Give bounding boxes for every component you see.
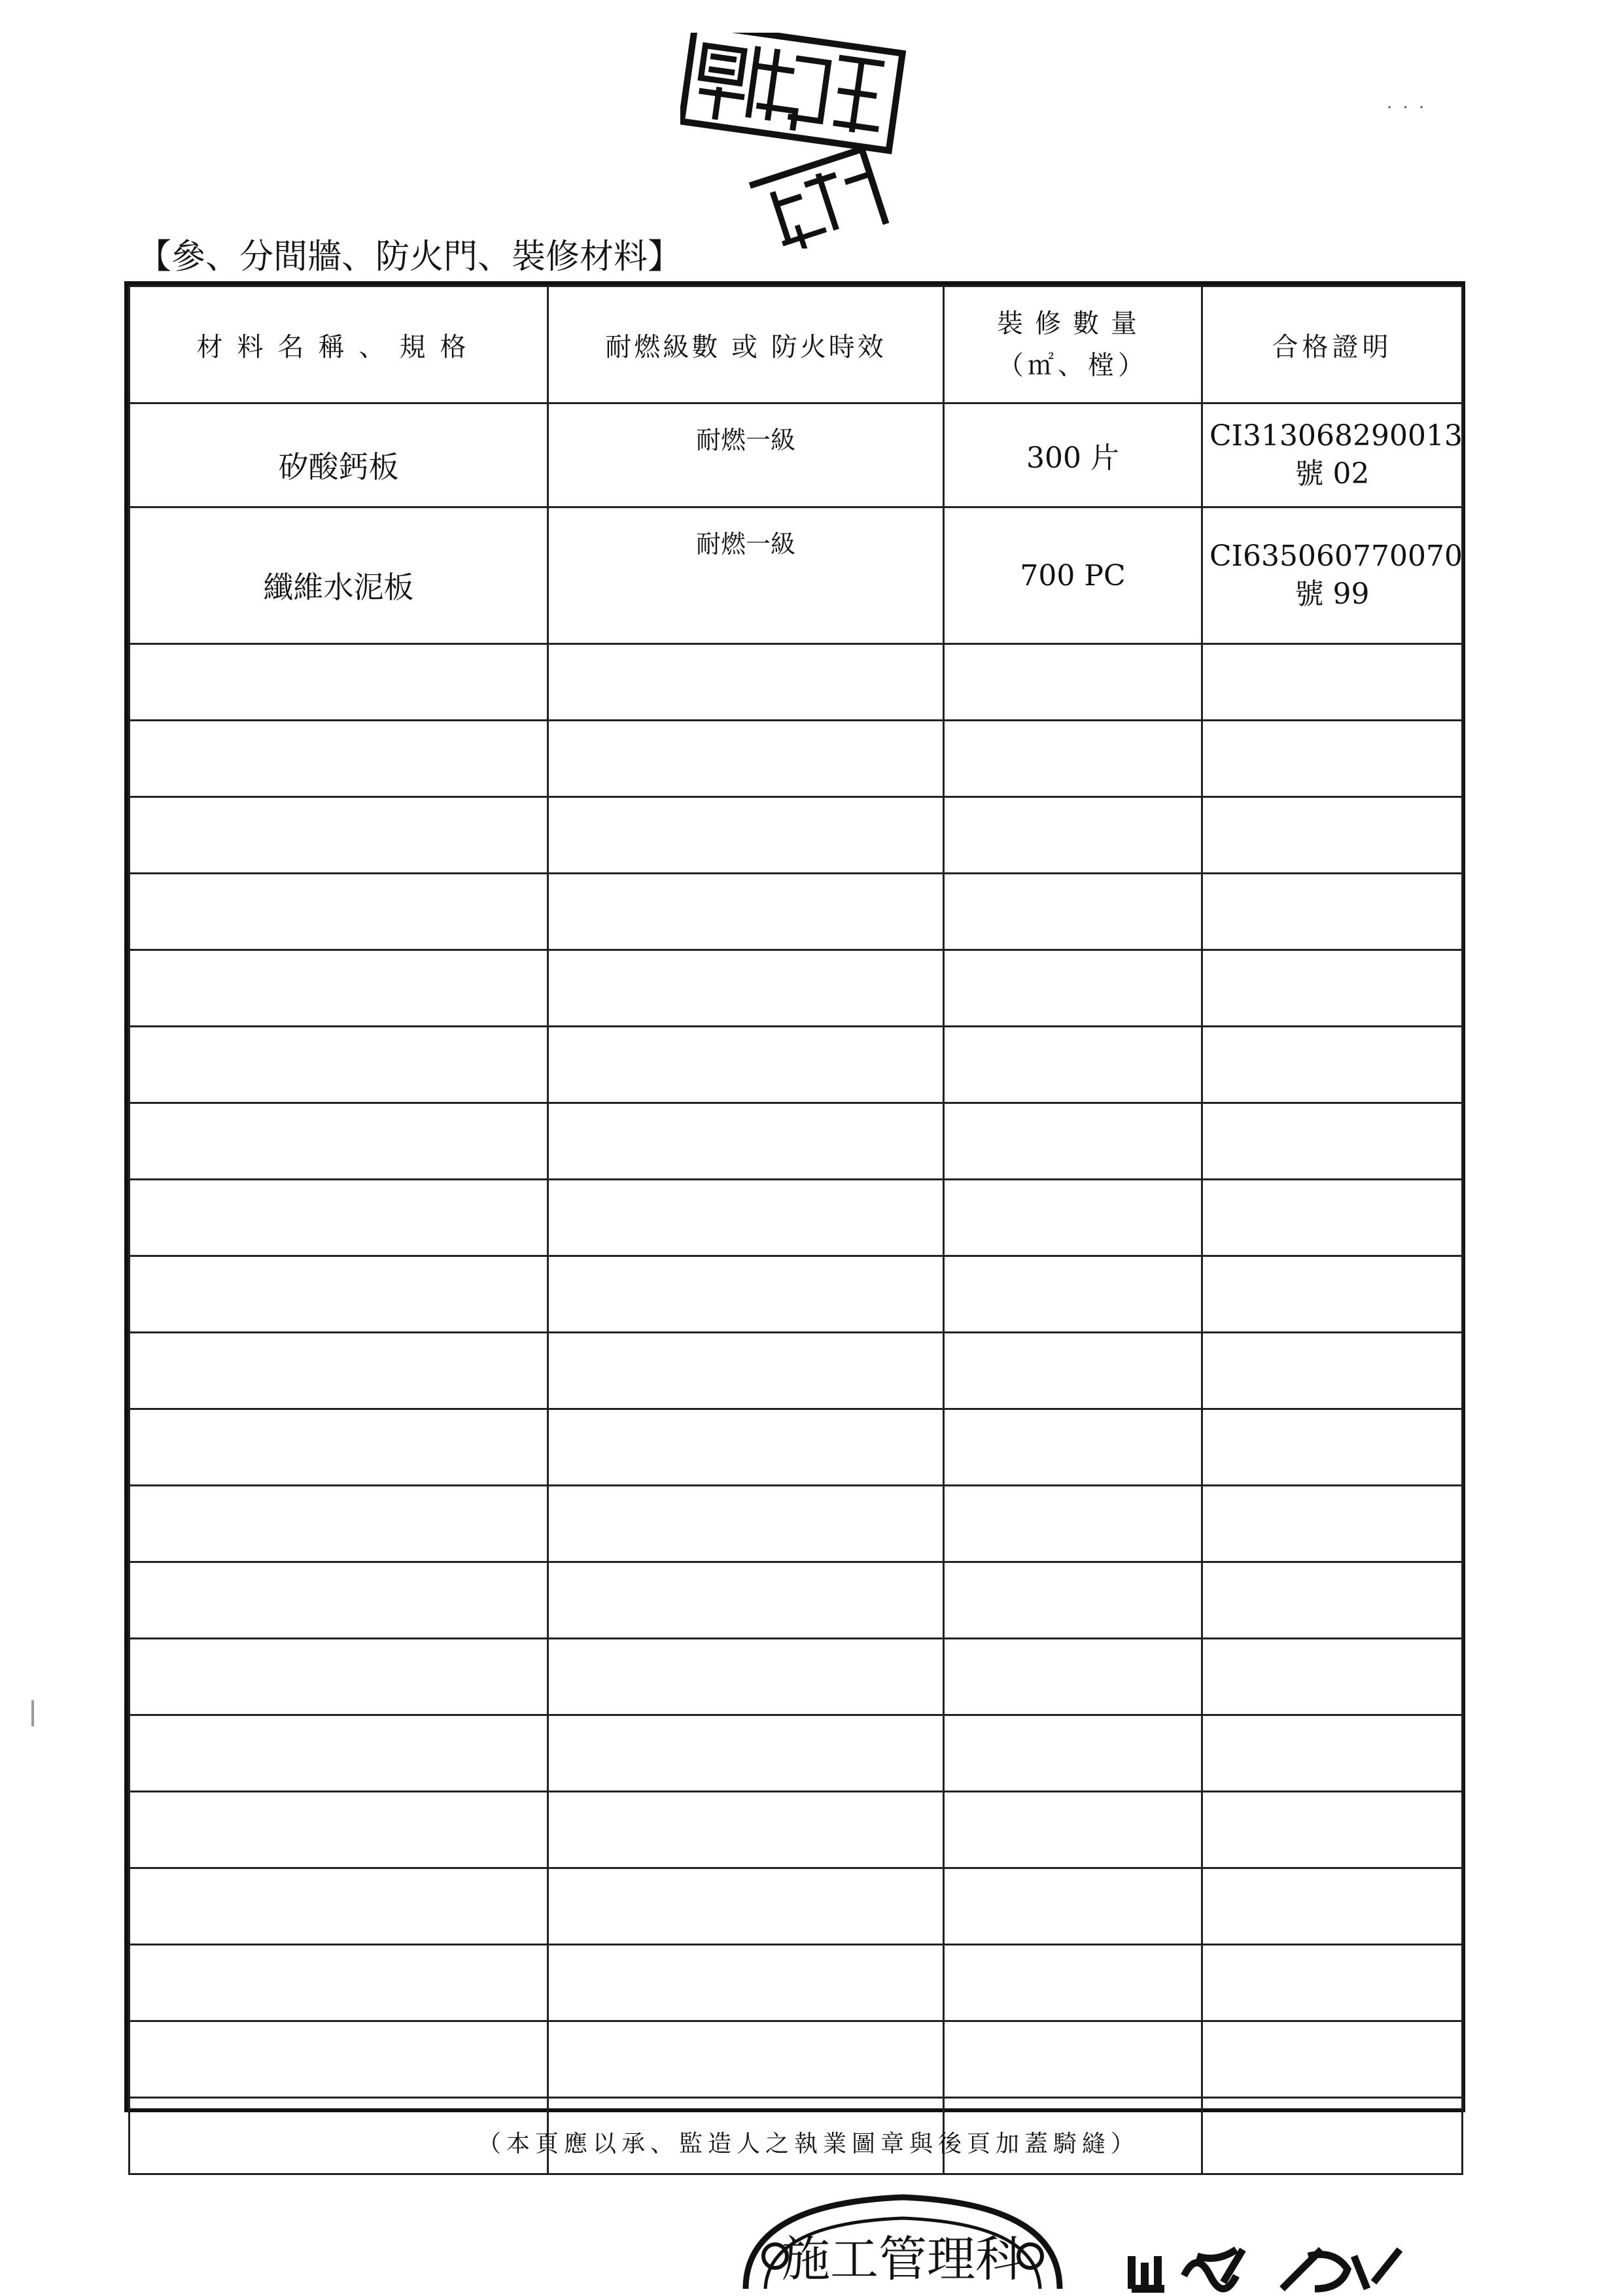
table-cell-empty xyxy=(1202,2021,1463,2098)
table-cell-empty xyxy=(130,1027,548,1103)
table-cell-empty xyxy=(1202,1715,1463,1792)
table-row-empty xyxy=(130,1256,1463,1333)
table-row-empty xyxy=(130,1868,1463,1945)
table-cell-empty xyxy=(548,1639,944,1715)
material-name: 矽酸鈣板 xyxy=(130,403,548,507)
table-row-empty xyxy=(130,1562,1463,1639)
table-cell-empty xyxy=(130,950,548,1027)
header-certificate: 合格證明 xyxy=(1202,286,1463,403)
seal-stamp-bottom xyxy=(720,2178,1086,2293)
table-row-empty xyxy=(130,797,1463,874)
table-row-empty xyxy=(130,644,1463,721)
table-row-empty xyxy=(130,1486,1463,1562)
table-cell-empty xyxy=(130,1715,548,1792)
table-cell-empty xyxy=(548,1562,944,1639)
table-cell-empty xyxy=(1202,874,1463,950)
certificate-suffix: 號 99 xyxy=(1295,577,1370,611)
section-title: 【參、分間牆、防火門、裝修材料】 xyxy=(137,237,682,277)
table-row-empty xyxy=(130,1027,1463,1103)
table-cell-empty xyxy=(548,1715,944,1792)
header-quantity-label: 裝修數量 xyxy=(997,309,1149,339)
handwritten-signature xyxy=(1125,2217,1426,2293)
table-cell-empty xyxy=(548,721,944,797)
table-row-empty xyxy=(130,1409,1463,1486)
table-cell-empty xyxy=(944,721,1202,797)
table-cell-empty xyxy=(548,2021,944,2098)
table-cell-empty xyxy=(130,1486,548,1562)
scan-artifact xyxy=(31,1700,34,1726)
table-cell-empty xyxy=(130,1945,548,2021)
table-cell-empty xyxy=(130,2021,548,2098)
table-row-empty xyxy=(130,1103,1463,1180)
table-cell-empty xyxy=(944,1027,1202,1103)
table-cell-empty xyxy=(944,797,1202,874)
table-cell-empty xyxy=(944,1103,1202,1180)
table-cell-empty xyxy=(130,1868,548,1945)
footnote: （本頁應以承、監造人之執業圖章與後頁加蓋騎縫） xyxy=(477,2131,1139,2157)
seal-bottom-text: 施工管理科 xyxy=(782,2231,1024,2287)
table-row-empty xyxy=(130,874,1463,950)
table-cell-empty xyxy=(548,1103,944,1180)
table-cell-empty xyxy=(1202,644,1463,721)
table-cell-empty xyxy=(944,1868,1202,1945)
table-cell-empty xyxy=(130,1409,548,1486)
table-cell-empty xyxy=(130,797,548,874)
table-row-empty xyxy=(130,1639,1463,1715)
table-cell-empty xyxy=(1202,1486,1463,1562)
certificate-suffix: 號 02 xyxy=(1295,457,1370,490)
table-cell-empty xyxy=(548,1027,944,1103)
certificate xyxy=(1202,403,1463,507)
table-cell-empty xyxy=(944,874,1202,950)
table-cell-empty xyxy=(548,1792,944,1868)
table-cell-empty xyxy=(944,950,1202,1027)
table-cell-empty xyxy=(1202,1333,1463,1409)
table-row xyxy=(130,403,1463,507)
table-cell-empty xyxy=(1202,797,1463,874)
fire-rating: 耐燃一級 xyxy=(548,507,944,644)
fire-rating: 耐燃一級 xyxy=(548,403,944,507)
table-cell-empty xyxy=(944,1792,1202,1868)
certificate xyxy=(1202,507,1463,644)
table-cell-empty xyxy=(944,1715,1202,1792)
table-cell-empty xyxy=(130,1103,548,1180)
table-row-empty xyxy=(130,950,1463,1027)
table-cell-empty xyxy=(944,1486,1202,1562)
empty-rows xyxy=(130,644,1463,2174)
table-cell-empty xyxy=(1202,1103,1463,1180)
table-cell-empty xyxy=(548,1868,944,1945)
table-cell-empty xyxy=(130,644,548,721)
table-header-row xyxy=(130,286,1463,403)
table-row-empty xyxy=(130,1945,1463,2021)
table-cell-empty xyxy=(548,950,944,1027)
table-cell-empty xyxy=(1202,1409,1463,1486)
quantity: 300 片 xyxy=(944,403,1202,507)
table-cell-empty xyxy=(130,721,548,797)
table-cell-empty xyxy=(548,874,944,950)
header-name: 材料名稱、規格 xyxy=(130,286,548,403)
table-cell-empty xyxy=(1202,1180,1463,1256)
certificate-number: CI635060770070 xyxy=(1209,540,1463,573)
table-cell-empty xyxy=(548,1256,944,1333)
table-row-empty xyxy=(130,1792,1463,1868)
materials-table xyxy=(124,281,1465,2112)
table-cell-empty xyxy=(1202,721,1463,797)
table-cell-empty xyxy=(548,644,944,721)
table-row-empty xyxy=(130,1333,1463,1409)
material-name: 纖維水泥板 xyxy=(130,507,548,644)
table-cell-empty xyxy=(130,1333,548,1409)
scan-artifact: · · · xyxy=(1387,98,1427,118)
header-quantity xyxy=(944,286,1202,403)
table-cell-empty xyxy=(1202,1792,1463,1868)
table-cell-empty xyxy=(944,1333,1202,1409)
header-quantity-unit: （㎡、樘） xyxy=(998,351,1148,381)
table-cell-empty xyxy=(1202,1945,1463,2021)
header-fire-rating: 耐燃級數 或 防火時效 xyxy=(548,286,944,403)
table-cell-empty xyxy=(548,1180,944,1256)
table-cell-empty xyxy=(1202,1639,1463,1715)
table-cell-empty xyxy=(130,874,548,950)
certificate-number: CI313068290013 xyxy=(1209,419,1463,453)
table-cell-empty xyxy=(1202,950,1463,1027)
table-cell-empty xyxy=(130,1256,548,1333)
table-cell-empty xyxy=(944,2021,1202,2098)
seal-stamp-top xyxy=(680,33,916,248)
table-row-empty xyxy=(130,1715,1463,1792)
quantity: 700 PC xyxy=(944,507,1202,644)
table-cell-empty xyxy=(130,1562,548,1639)
table-cell-empty xyxy=(548,1945,944,2021)
table-cell-empty xyxy=(548,1409,944,1486)
table-cell-empty xyxy=(944,644,1202,721)
table-cell-empty xyxy=(944,1409,1202,1486)
table-cell-empty xyxy=(548,797,944,874)
table-cell-empty xyxy=(130,1180,548,1256)
table-cell-empty xyxy=(1202,1868,1463,1945)
table-cell-empty xyxy=(944,1180,1202,1256)
table-row-empty xyxy=(130,2021,1463,2098)
table-cell-empty xyxy=(548,1333,944,1409)
table-cell-empty xyxy=(130,1792,548,1868)
table-cell-empty xyxy=(944,1562,1202,1639)
table-row-empty xyxy=(130,721,1463,797)
table-cell-empty xyxy=(1202,1027,1463,1103)
table-cell-empty xyxy=(944,1639,1202,1715)
table-row xyxy=(130,507,1463,644)
table-cell-empty xyxy=(1202,1256,1463,1333)
table-cell-empty xyxy=(944,1945,1202,2021)
table-cell-empty xyxy=(548,1486,944,1562)
table-row-empty xyxy=(130,1180,1463,1256)
table-cell-empty xyxy=(130,1639,548,1715)
table-cell-empty xyxy=(1202,1562,1463,1639)
table-cell-empty xyxy=(944,1256,1202,1333)
